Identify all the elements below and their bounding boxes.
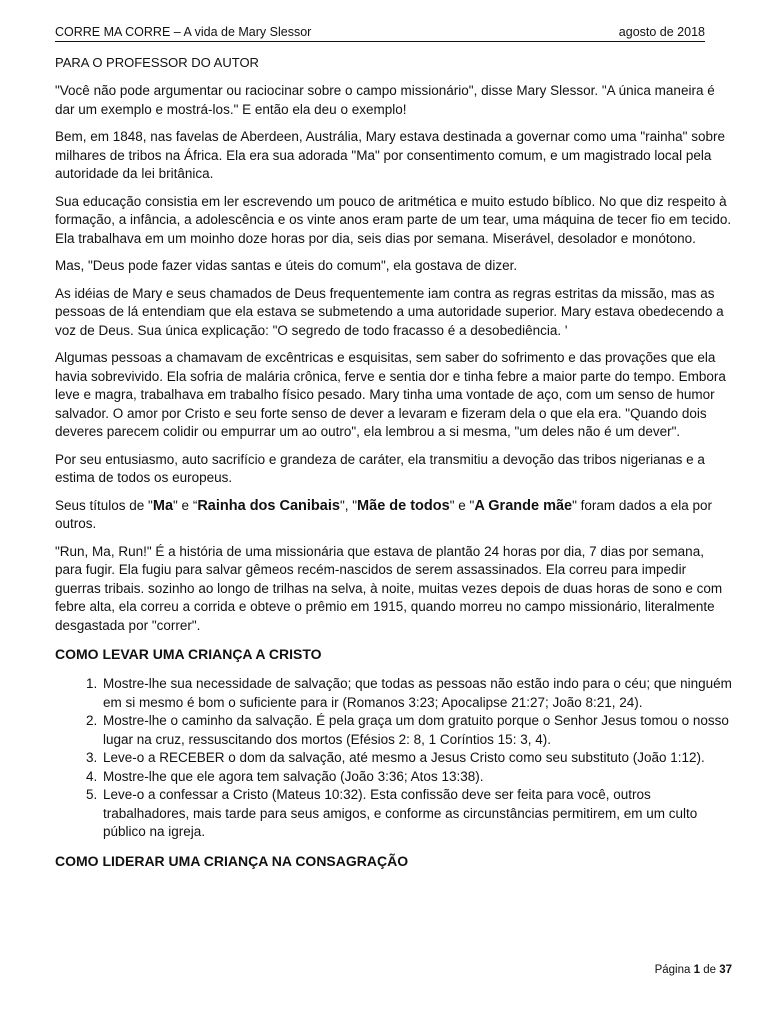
header-title: CORRE MA CORRE – A vida de Mary Slessor xyxy=(55,25,312,39)
title-grande-mae: A Grande mãe xyxy=(474,497,573,514)
section-heading-salvation: COMO LEVAR UMA CRIANÇA A CRISTO xyxy=(55,646,322,662)
titles-text-post: " foram dados a ela por outros. xyxy=(55,497,712,531)
titles-text-mid3: " e " xyxy=(449,497,475,513)
page-number: 1 xyxy=(693,964,700,976)
page-footer xyxy=(655,964,732,976)
paragraph-2: Bem, em 1848, nas favelas de Aberdeen, Austrália, Mary estava destinada a governar como uma "rainha" sobre milhares de tribos na África. Ela era sua adorada "Ma" por consentimento comum, e um magistrado local pela autoridade da lei britânica. xyxy=(55,129,725,181)
document-page xyxy=(55,24,733,882)
titles-text-mid1: " e “ xyxy=(173,497,198,513)
paragraph-3: Sua educação consistia em ler escrevendo um pouco de aritmética e muito estudo bíblico. No que diz respeito à formação, a infância, a adolescência e os vinte anos eram parte de um tear, uma máquina de tecer fio em tecido. Ela trabalhava em um moinho doze horas por dia, seis dias por semana. Miserável, desolador e monótono. xyxy=(55,193,732,246)
section-heading-consecration: COMO LIDERAR UMA CRIANÇA NA CONSAGRAÇÃO xyxy=(55,852,409,869)
list-item: 2. Mostre-lhe o caminho da salvação. É pela graça um dom gratuito porque o Senhor Jesus tomou o nosso lugar na cruz, ressuscitando dos mortos (Efésios 2: 8, 1 Coríntios 15: 3, 4). xyxy=(101,712,733,749)
section-label: PARA O PROFESSOR DO AUTOR xyxy=(55,55,259,70)
paragraph-5: As idéias de Mary e seus chamados de Deus frequentemente iam contra as regras estritas da missão, mas as pessoas de lá entendiam que ela estava se submetendo a uma autoridade superior. Mary estava obedecendo a voz de Deus. Sua única explicação: "O segredo de todo fracasso é a desobediência. ' xyxy=(55,285,724,338)
paragraph-8 xyxy=(55,497,733,534)
titles-text-pre: Seus títulos de " xyxy=(55,497,153,513)
list-item: 5. Leve-o a confessar a Cristo (Mateus 10:32). Esta confissão deve ser feita para você, outros trabalhadores, mais tarde para seus amigos, e conforme as circunstâncias permitirem, em um culto público na igreja. xyxy=(101,786,733,842)
page-total: 37 xyxy=(719,964,732,976)
title-mae-de-todos: Mãe de todos xyxy=(357,497,450,514)
list-item: 3. Leve-o a RECEBER o dom da salvação, até mesmo a Jesus Cristo como seu substituto (João 1:12). xyxy=(101,749,733,768)
paragraph-4: Mas, "Deus pode fazer vidas santas e úteis do comum", ela gostava de dizer. xyxy=(55,258,518,273)
page-label: Página xyxy=(654,964,691,976)
title-ma: Ma xyxy=(152,497,174,514)
paragraph-9: "Run, Ma, Run!" É a história de uma missionária que estava de plantão 24 horas por dia, 7 dias por semana, para fugir. Ela fugiu para salvar gêmeos recém-nascidos de serem assassinados. Ela correu para impedir guerras tribais. sozinho ao longo de trilhas na selva, à noite, muitas vezes depois de duas horas de sono e com febre alta, ela correu a corrida e obteve o prêmio em 1915, quando morreu no campo missionário, literalmente desgastada por "correr". xyxy=(55,543,723,633)
steps-list xyxy=(55,675,733,842)
header-date: agosto de 2018 xyxy=(618,25,705,39)
paragraph-7: Por seu entusiasmo, auto sacrifício e grandeza de caráter, ela transmitiu a devoção das tribos nigerianas e a estima de todos os europeus. xyxy=(55,451,705,485)
paragraph-1: "Você não pode argumentar ou raciocinar sobre o campo missionário", disse Mary Slessor. "A única maneira é dar um exemplo e mostrá-los." E então ela deu o exemplo! xyxy=(55,83,715,117)
page-of: de xyxy=(703,964,716,976)
paragraph-6: Algumas pessoas a chamavam de excêntricas e esquisitas, sem saber do sofrimento e das provações que ela havia sobrevivido. Ela sofria de malária crônica, ferve e sentia dor e tinha febre a maior parte do tempo. Embora leve e magra, trabalhava em trabalho físico pesado. Mary tinha uma vontade de aço, com um senso de humor salvador. O amor por Cristo e seu forte senso de dever a levaram e fizeram dela o que ela era. "Quando dois deveres parecem colidir ou empurrar um ao outro", ela lembrou a si mesma, "um deles não é um dever". xyxy=(55,350,726,439)
title-rainha: Rainha dos Canibais xyxy=(197,497,340,514)
titles-text-mid2: ", " xyxy=(339,497,358,513)
page-header xyxy=(55,24,705,42)
list-item: 4. Mostre-lhe que ele agora tem salvação (João 3:36; Atos 13:38). xyxy=(101,768,733,787)
list-item: 1. Mostre-lhe sua necessidade de salvação; que todas as pessoas não estão indo para o céu; que ninguém em si mesmo é bom o suficiente para ir (Romanos 3:23; Apocalipse 21:27; João 8:21, 24). xyxy=(101,675,733,712)
